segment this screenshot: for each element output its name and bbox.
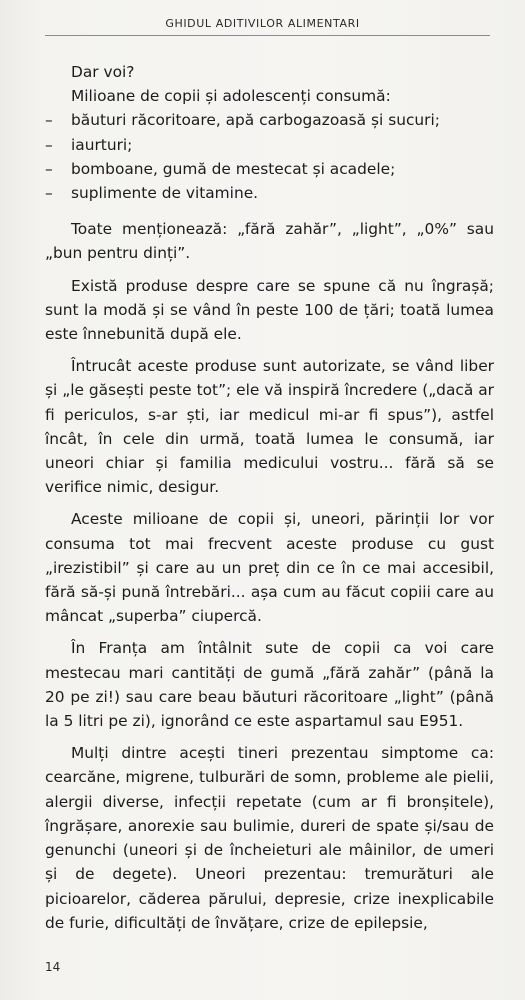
paragraph: În Franța am întâlnit sute de copii ca voi care mestecau mari cantități de gumă „fără zahăr” (până la 20 pe zi!) sau care beau băuturi răcoritoare „light” (până la 5 litri pe zi), ignorând ce este aspartamul sau E951. (45, 639, 494, 731)
list-item: – băuturi răcoritoare, apă carbogazoasă și sucuri; (45, 108, 494, 132)
paragraph: Există produse despre care se spune că nu îngrașă; sunt la modă și se vând în peste 100 de țări; toată lumea este înnebunită după ele. (45, 276, 494, 344)
paragraph: Toate menționează: „fără zahăr”, „light”, „0%” sau „bun pentru dinți”. (45, 220, 494, 263)
running-header: GHIDUL ADITIVILOR ALIMENTARI (165, 17, 360, 30)
page-body (45, 60, 494, 943)
page-number: 14 (45, 960, 61, 974)
list-item: – suplimente de vitamine. (45, 181, 494, 205)
paragraph: Întrucât aceste produse sunt autorizate, se vând liber și „le găsești peste tot”; ele vă inspiră încredere („dacă ar fi periculos, s-ar ști, iar medicul mi-ar fi spus”), astfel încât, în cele din urmă, toată lumea le consumă, iar uneori chiar și familia medicului vostru... fără să se verifice nimic, desigur. (45, 357, 494, 497)
header-rule (45, 35, 490, 36)
product-list (45, 108, 494, 205)
paragraph: Aceste milioane de copii și, uneori, părinții lor vor consuma tot mai frecvent aceste produse cu gust „irezistibil” și care au un preț din ce în ce mai accesibil, fără să-și pună întrebări... așa cum au făcut copiii care au mâncat „superba” ciupercă. (45, 510, 494, 626)
paragraph: Mulți dintre acești tineri prezentau simptome ca: cearcăne, migrene, tulburări de somn, probleme ale pielii, alergii diverse, infecții repetate (cum ar fi bronșitele), îngrășare, anorexie sau bulimie, dureri de spate și/sau de genunchi (uneori și de încheieturi ale mâinilor, de umeri și de degete). Uneori prezentau: tremurături ale picioarelor, căderea părului, depresie, crize inexplicabile de furie, dificultăți de învățare, crize de epilepsie, (45, 744, 494, 932)
intro-question: Dar voi? (71, 63, 135, 81)
intro-lead: Milioane de copii și adolescenți consumă: (71, 87, 391, 106)
list-item: – bomboane, gumă de mestecat și acadele; (45, 157, 494, 181)
list-item: – iaurturi; (45, 133, 494, 157)
